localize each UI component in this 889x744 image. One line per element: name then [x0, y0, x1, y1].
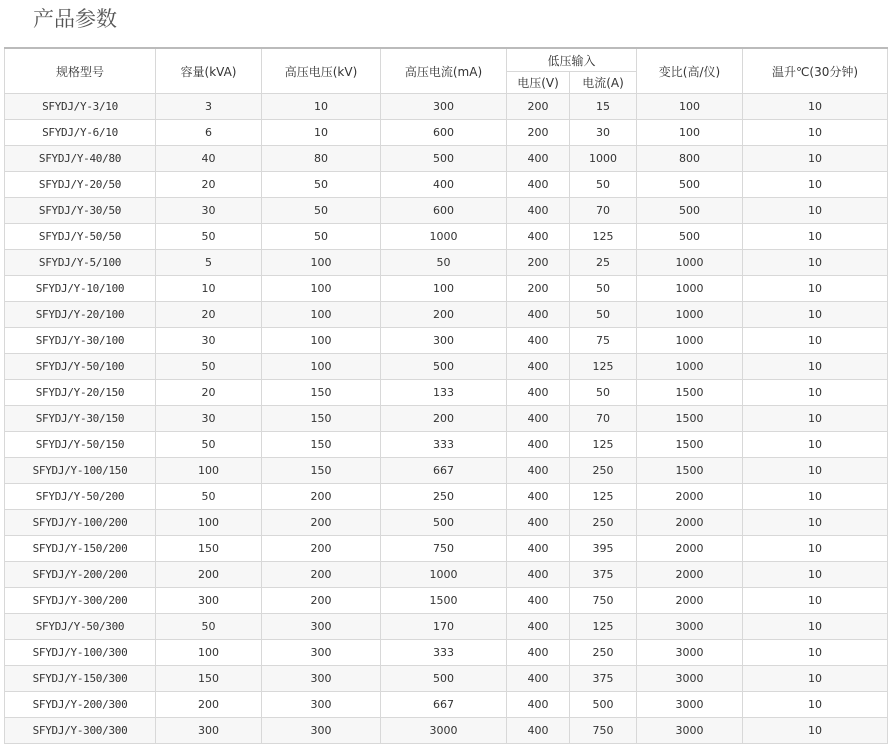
ratio-cell: 1500	[637, 458, 743, 484]
capacity-cell: 150	[156, 666, 262, 692]
header-lv-current: 电流(A)	[570, 72, 637, 94]
temp-rise-cell: 10	[743, 94, 888, 120]
lv-voltage-cell: 400	[507, 354, 570, 380]
ratio-cell: 500	[637, 198, 743, 224]
lv-current-cell: 375	[570, 562, 637, 588]
model-cell: SFYDJ/Y-100/150	[5, 458, 156, 484]
hv-current-cell: 1500	[381, 588, 507, 614]
ratio-cell: 1000	[637, 328, 743, 354]
hv-current-cell: 667	[381, 692, 507, 718]
lv-voltage-cell: 400	[507, 536, 570, 562]
lv-current-cell: 125	[570, 432, 637, 458]
lv-current-cell: 50	[570, 302, 637, 328]
lv-voltage-cell: 400	[507, 198, 570, 224]
ratio-cell: 3000	[637, 718, 743, 744]
model-cell: SFYDJ/Y-100/200	[5, 510, 156, 536]
lv-current-cell: 70	[570, 406, 637, 432]
table-row	[5, 172, 888, 198]
capacity-cell: 50	[156, 484, 262, 510]
temp-rise-cell: 10	[743, 640, 888, 666]
hv-voltage-cell: 50	[262, 198, 381, 224]
model-cell: SFYDJ/Y-200/200	[5, 562, 156, 588]
lv-current-cell: 250	[570, 640, 637, 666]
hv-current-cell: 400	[381, 172, 507, 198]
model-cell: SFYDJ/Y-300/200	[5, 588, 156, 614]
ratio-cell: 1000	[637, 354, 743, 380]
product-spec-table	[4, 47, 888, 744]
hv-current-cell: 500	[381, 510, 507, 536]
table-row	[5, 614, 888, 640]
lv-current-cell: 125	[570, 354, 637, 380]
hv-voltage-cell: 200	[262, 562, 381, 588]
temp-rise-cell: 10	[743, 120, 888, 146]
capacity-cell: 300	[156, 588, 262, 614]
hv-current-cell: 170	[381, 614, 507, 640]
lv-current-cell: 70	[570, 198, 637, 224]
hv-current-cell: 200	[381, 302, 507, 328]
capacity-cell: 50	[156, 432, 262, 458]
capacity-cell: 30	[156, 328, 262, 354]
capacity-cell: 30	[156, 198, 262, 224]
temp-rise-cell: 10	[743, 354, 888, 380]
capacity-cell: 100	[156, 458, 262, 484]
capacity-cell: 20	[156, 302, 262, 328]
table-row	[5, 536, 888, 562]
ratio-cell: 1000	[637, 302, 743, 328]
table-row	[5, 406, 888, 432]
capacity-cell: 200	[156, 562, 262, 588]
model-cell: SFYDJ/Y-6/10	[5, 120, 156, 146]
hv-current-cell: 300	[381, 328, 507, 354]
model-cell: SFYDJ/Y-30/150	[5, 406, 156, 432]
lv-current-cell: 15	[570, 94, 637, 120]
capacity-cell: 100	[156, 640, 262, 666]
model-cell: SFYDJ/Y-40/80	[5, 146, 156, 172]
hv-current-cell: 500	[381, 666, 507, 692]
capacity-cell: 50	[156, 224, 262, 250]
ratio-cell: 3000	[637, 692, 743, 718]
lv-voltage-cell: 400	[507, 380, 570, 406]
header-ratio: 变比(高/仪)	[637, 48, 743, 94]
temp-rise-cell: 10	[743, 588, 888, 614]
table-row	[5, 354, 888, 380]
table-row	[5, 562, 888, 588]
hv-voltage-cell: 300	[262, 718, 381, 744]
hv-current-cell: 333	[381, 432, 507, 458]
model-cell: SFYDJ/Y-200/300	[5, 692, 156, 718]
ratio-cell: 1000	[637, 250, 743, 276]
lv-voltage-cell: 400	[507, 562, 570, 588]
hv-voltage-cell: 80	[262, 146, 381, 172]
temp-rise-cell: 10	[743, 406, 888, 432]
lv-voltage-cell: 400	[507, 718, 570, 744]
lv-voltage-cell: 200	[507, 94, 570, 120]
model-cell: SFYDJ/Y-20/150	[5, 380, 156, 406]
hv-voltage-cell: 300	[262, 614, 381, 640]
capacity-cell: 200	[156, 692, 262, 718]
table-body	[5, 94, 888, 744]
hv-voltage-cell: 100	[262, 354, 381, 380]
table-row	[5, 718, 888, 744]
table-row	[5, 146, 888, 172]
temp-rise-cell: 10	[743, 510, 888, 536]
hv-voltage-cell: 300	[262, 692, 381, 718]
model-cell: SFYDJ/Y-50/50	[5, 224, 156, 250]
ratio-cell: 1000	[637, 276, 743, 302]
model-cell: SFYDJ/Y-150/200	[5, 536, 156, 562]
temp-rise-cell: 10	[743, 484, 888, 510]
capacity-cell: 5	[156, 250, 262, 276]
lv-current-cell: 50	[570, 172, 637, 198]
lv-voltage-cell: 200	[507, 120, 570, 146]
temp-rise-cell: 10	[743, 302, 888, 328]
header-lv-voltage: 电压(V)	[507, 72, 570, 94]
header-model: 规格型号	[5, 48, 156, 94]
model-cell: SFYDJ/Y-150/300	[5, 666, 156, 692]
hv-current-cell: 300	[381, 94, 507, 120]
temp-rise-cell: 10	[743, 276, 888, 302]
ratio-cell: 2000	[637, 510, 743, 536]
hv-voltage-cell: 100	[262, 328, 381, 354]
ratio-cell: 500	[637, 224, 743, 250]
lv-current-cell: 125	[570, 484, 637, 510]
ratio-cell: 1500	[637, 406, 743, 432]
lv-voltage-cell: 400	[507, 692, 570, 718]
ratio-cell: 500	[637, 172, 743, 198]
lv-current-cell: 75	[570, 328, 637, 354]
lv-voltage-cell: 400	[507, 432, 570, 458]
capacity-cell: 50	[156, 354, 262, 380]
lv-voltage-cell: 400	[507, 588, 570, 614]
header-hv-current: 高压电流(mA)	[381, 48, 507, 94]
model-cell: SFYDJ/Y-300/300	[5, 718, 156, 744]
ratio-cell: 2000	[637, 588, 743, 614]
capacity-cell: 3	[156, 94, 262, 120]
header-lv-input: 低压输入	[507, 48, 637, 72]
table-row	[5, 640, 888, 666]
temp-rise-cell: 10	[743, 614, 888, 640]
hv-voltage-cell: 200	[262, 536, 381, 562]
temp-rise-cell: 10	[743, 146, 888, 172]
hv-current-cell: 500	[381, 354, 507, 380]
lv-voltage-cell: 400	[507, 146, 570, 172]
lv-voltage-cell: 400	[507, 484, 570, 510]
hv-voltage-cell: 200	[262, 484, 381, 510]
lv-voltage-cell: 400	[507, 640, 570, 666]
hv-current-cell: 50	[381, 250, 507, 276]
lv-voltage-cell: 400	[507, 510, 570, 536]
lv-current-cell: 750	[570, 588, 637, 614]
table-row	[5, 328, 888, 354]
lv-voltage-cell: 200	[507, 276, 570, 302]
lv-voltage-cell: 400	[507, 458, 570, 484]
hv-current-cell: 133	[381, 380, 507, 406]
lv-current-cell: 50	[570, 276, 637, 302]
temp-rise-cell: 10	[743, 328, 888, 354]
table-row	[5, 380, 888, 406]
hv-current-cell: 3000	[381, 718, 507, 744]
hv-current-cell: 667	[381, 458, 507, 484]
ratio-cell: 800	[637, 146, 743, 172]
capacity-cell: 150	[156, 536, 262, 562]
temp-rise-cell: 10	[743, 250, 888, 276]
temp-rise-cell: 10	[743, 666, 888, 692]
header-hv-voltage: 高压电压(kV)	[262, 48, 381, 94]
ratio-cell: 100	[637, 94, 743, 120]
model-cell: SFYDJ/Y-50/100	[5, 354, 156, 380]
hv-current-cell: 1000	[381, 562, 507, 588]
capacity-cell: 300	[156, 718, 262, 744]
temp-rise-cell: 10	[743, 562, 888, 588]
hv-voltage-cell: 200	[262, 510, 381, 536]
ratio-cell: 1500	[637, 380, 743, 406]
hv-current-cell: 333	[381, 640, 507, 666]
hv-current-cell: 1000	[381, 224, 507, 250]
lv-voltage-cell: 400	[507, 328, 570, 354]
hv-voltage-cell: 150	[262, 458, 381, 484]
hv-current-cell: 100	[381, 276, 507, 302]
lv-current-cell: 750	[570, 718, 637, 744]
hv-voltage-cell: 100	[262, 276, 381, 302]
ratio-cell: 1500	[637, 432, 743, 458]
hv-voltage-cell: 50	[262, 172, 381, 198]
table-row	[5, 250, 888, 276]
lv-current-cell: 50	[570, 380, 637, 406]
lv-current-cell: 500	[570, 692, 637, 718]
capacity-cell: 30	[156, 406, 262, 432]
model-cell: SFYDJ/Y-20/100	[5, 302, 156, 328]
lv-voltage-cell: 400	[507, 614, 570, 640]
lv-current-cell: 25	[570, 250, 637, 276]
lv-current-cell: 1000	[570, 146, 637, 172]
hv-current-cell: 200	[381, 406, 507, 432]
table-row	[5, 198, 888, 224]
hv-voltage-cell: 50	[262, 224, 381, 250]
ratio-cell: 3000	[637, 640, 743, 666]
lv-voltage-cell: 400	[507, 666, 570, 692]
table-row	[5, 588, 888, 614]
hv-current-cell: 600	[381, 198, 507, 224]
table-row	[5, 302, 888, 328]
table-row	[5, 224, 888, 250]
temp-rise-cell: 10	[743, 224, 888, 250]
model-cell: SFYDJ/Y-20/50	[5, 172, 156, 198]
model-cell: SFYDJ/Y-50/150	[5, 432, 156, 458]
lv-current-cell: 125	[570, 224, 637, 250]
temp-rise-cell: 10	[743, 718, 888, 744]
table-row	[5, 94, 888, 120]
lv-current-cell: 395	[570, 536, 637, 562]
capacity-cell: 10	[156, 276, 262, 302]
hv-voltage-cell: 300	[262, 640, 381, 666]
hv-voltage-cell: 100	[262, 302, 381, 328]
lv-voltage-cell: 200	[507, 250, 570, 276]
lv-current-cell: 125	[570, 614, 637, 640]
capacity-cell: 20	[156, 172, 262, 198]
table-row	[5, 510, 888, 536]
temp-rise-cell: 10	[743, 692, 888, 718]
lv-current-cell: 250	[570, 458, 637, 484]
table-row	[5, 484, 888, 510]
ratio-cell: 3000	[637, 666, 743, 692]
hv-current-cell: 750	[381, 536, 507, 562]
model-cell: SFYDJ/Y-30/100	[5, 328, 156, 354]
hv-voltage-cell: 300	[262, 666, 381, 692]
lv-current-cell: 30	[570, 120, 637, 146]
hv-current-cell: 250	[381, 484, 507, 510]
capacity-cell: 50	[156, 614, 262, 640]
ratio-cell: 2000	[637, 536, 743, 562]
temp-rise-cell: 10	[743, 172, 888, 198]
lv-voltage-cell: 400	[507, 406, 570, 432]
model-cell: SFYDJ/Y-50/200	[5, 484, 156, 510]
capacity-cell: 100	[156, 510, 262, 536]
hv-voltage-cell: 10	[262, 120, 381, 146]
temp-rise-cell: 10	[743, 458, 888, 484]
ratio-cell: 3000	[637, 614, 743, 640]
ratio-cell: 100	[637, 120, 743, 146]
capacity-cell: 6	[156, 120, 262, 146]
model-cell: SFYDJ/Y-3/10	[5, 94, 156, 120]
table-row	[5, 276, 888, 302]
ratio-cell: 2000	[637, 484, 743, 510]
lv-voltage-cell: 400	[507, 224, 570, 250]
model-cell: SFYDJ/Y-100/300	[5, 640, 156, 666]
table-row	[5, 458, 888, 484]
temp-rise-cell: 10	[743, 198, 888, 224]
hv-voltage-cell: 200	[262, 588, 381, 614]
hv-voltage-cell: 150	[262, 406, 381, 432]
lv-current-cell: 375	[570, 666, 637, 692]
model-cell: SFYDJ/Y-30/50	[5, 198, 156, 224]
capacity-cell: 20	[156, 380, 262, 406]
hv-voltage-cell: 150	[262, 380, 381, 406]
model-cell: SFYDJ/Y-50/300	[5, 614, 156, 640]
temp-rise-cell: 10	[743, 432, 888, 458]
table-row	[5, 120, 888, 146]
model-cell: SFYDJ/Y-5/100	[5, 250, 156, 276]
header-temp-rise: 温升℃(30分钟)	[743, 48, 888, 94]
lv-current-cell: 250	[570, 510, 637, 536]
hv-current-cell: 500	[381, 146, 507, 172]
table-row	[5, 692, 888, 718]
lv-voltage-cell: 400	[507, 302, 570, 328]
table-row	[5, 432, 888, 458]
header-capacity: 容量(kVA)	[156, 48, 262, 94]
temp-rise-cell: 10	[743, 380, 888, 406]
hv-voltage-cell: 10	[262, 94, 381, 120]
hv-current-cell: 600	[381, 120, 507, 146]
hv-voltage-cell: 150	[262, 432, 381, 458]
model-cell: SFYDJ/Y-10/100	[5, 276, 156, 302]
page-title: 产品参数	[33, 7, 117, 31]
temp-rise-cell: 10	[743, 536, 888, 562]
ratio-cell: 2000	[637, 562, 743, 588]
hv-voltage-cell: 100	[262, 250, 381, 276]
lv-voltage-cell: 400	[507, 172, 570, 198]
table-row	[5, 666, 888, 692]
capacity-cell: 40	[156, 146, 262, 172]
